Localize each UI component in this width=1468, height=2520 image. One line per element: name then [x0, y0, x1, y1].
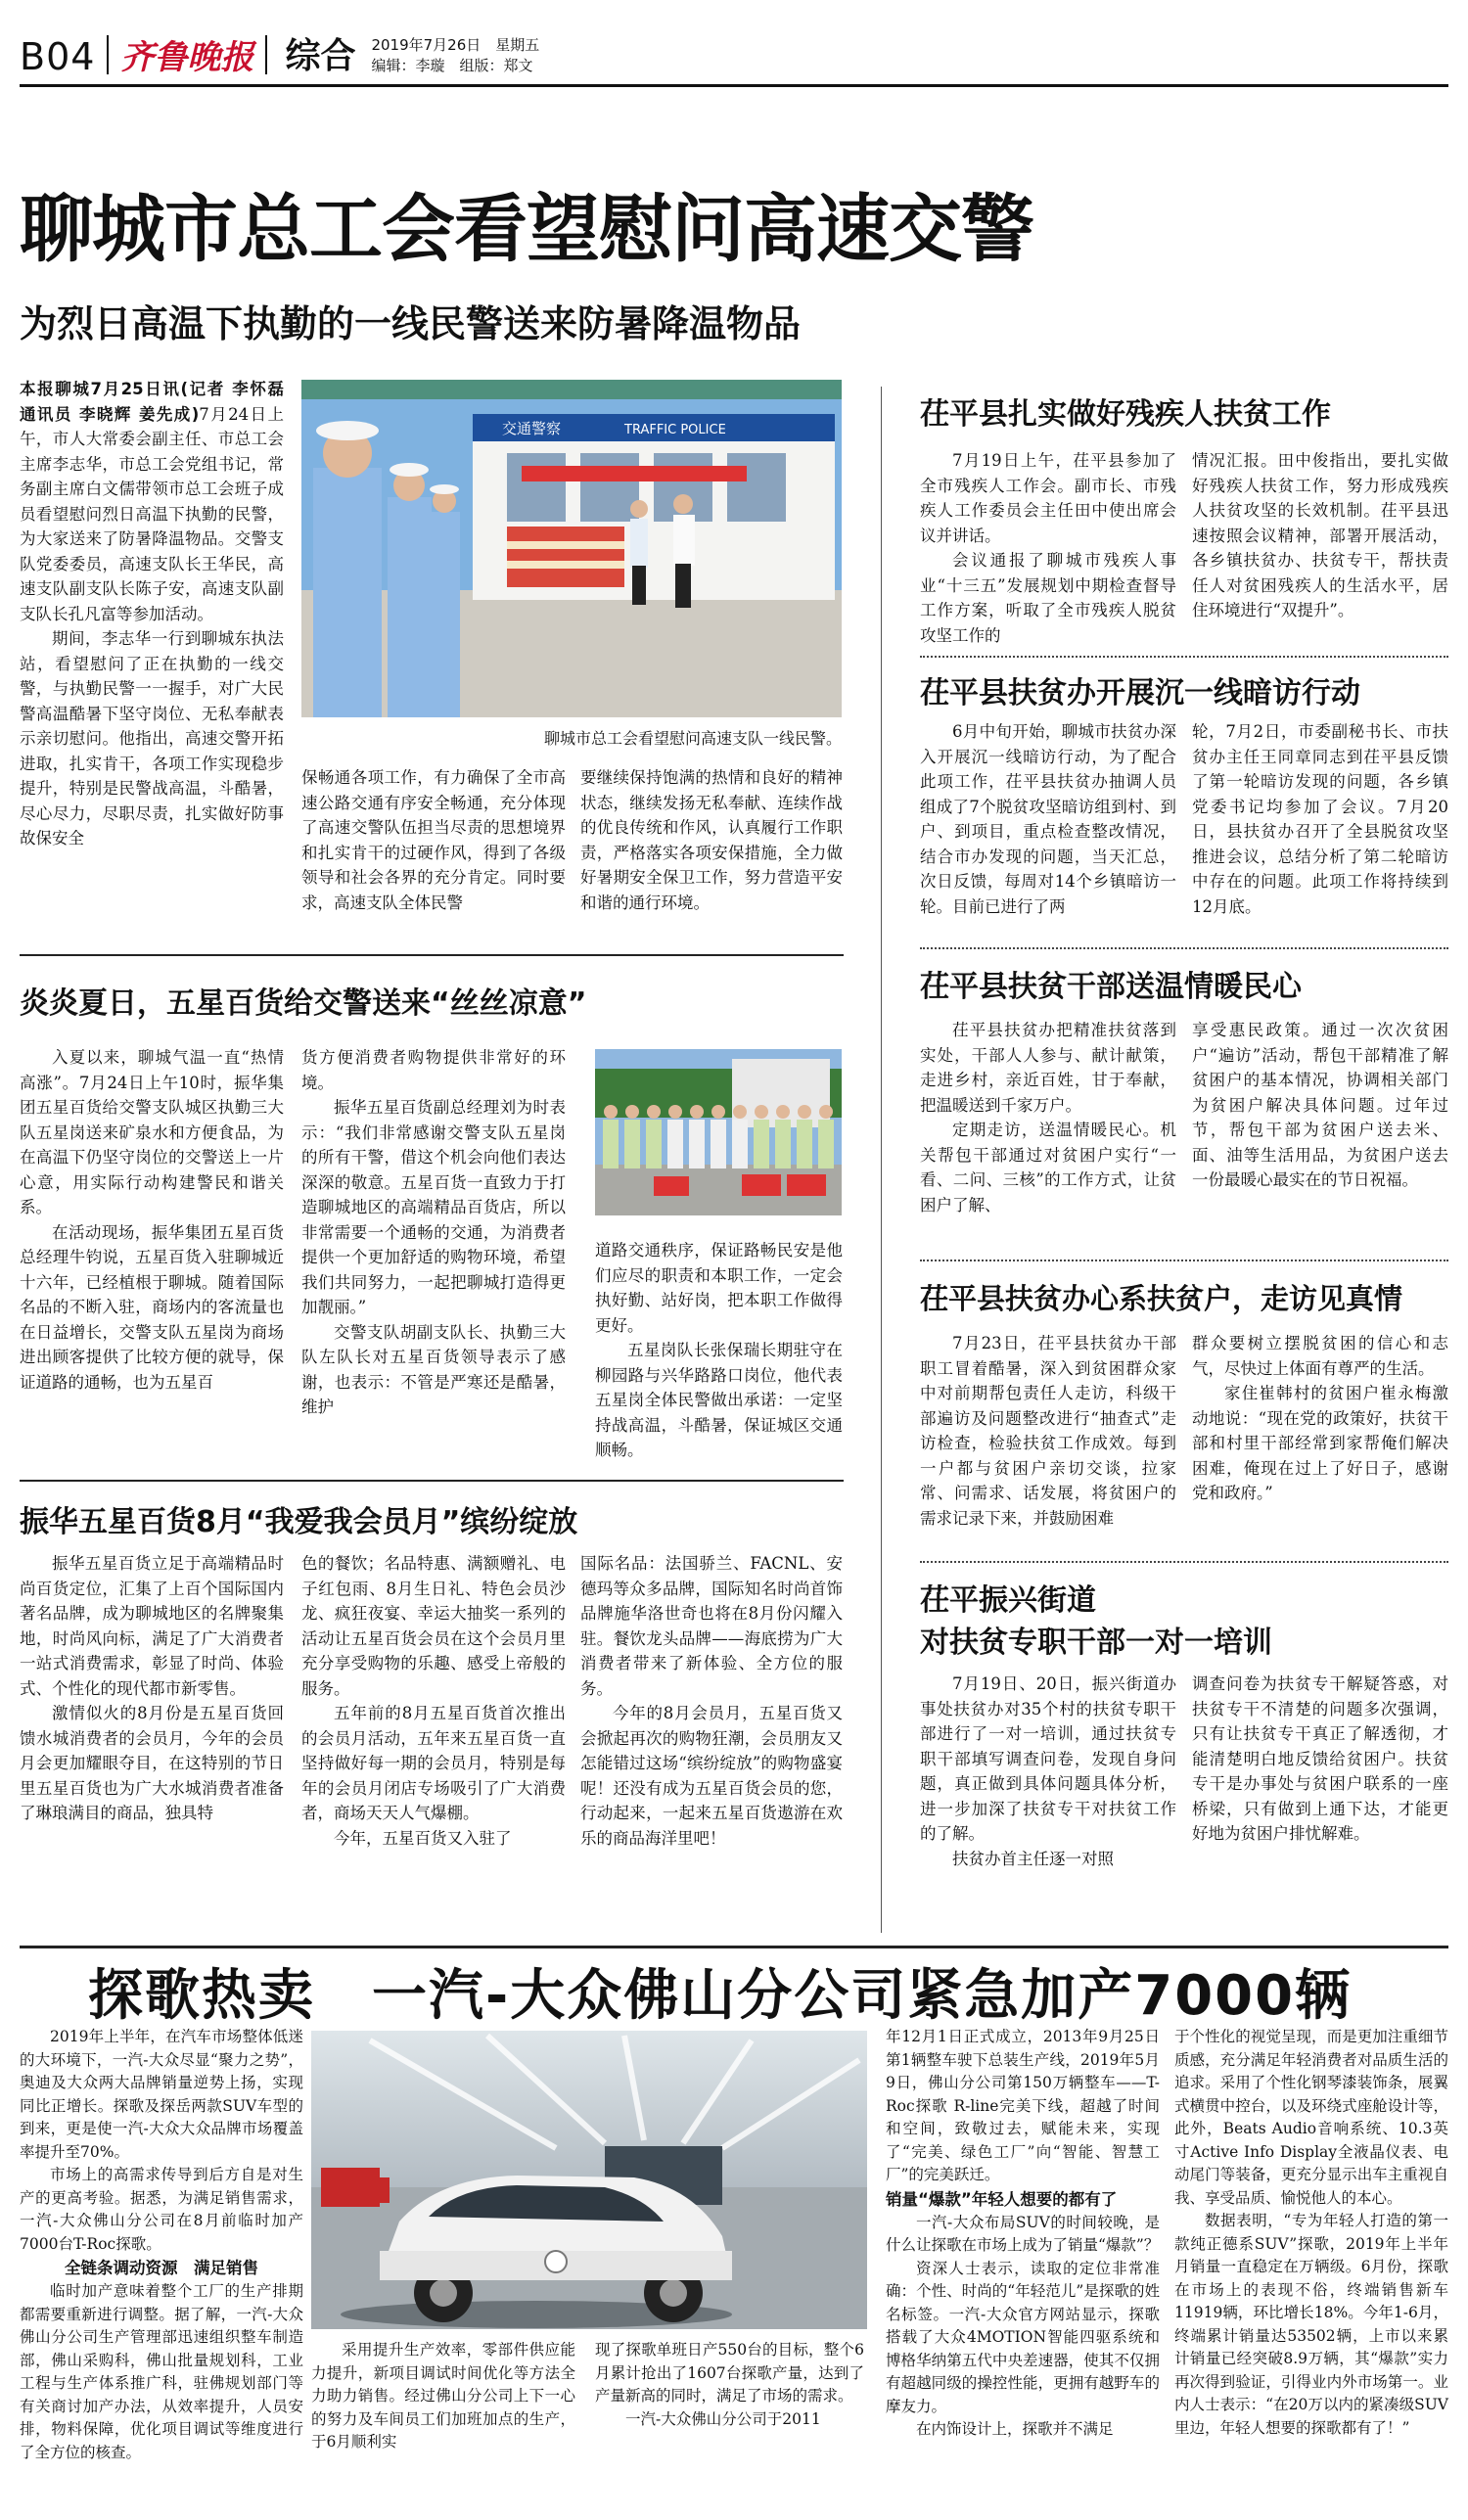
lead-photo	[301, 380, 842, 717]
right3-col2	[1192, 1018, 1448, 1258]
auto-text-4b: 一汽-大众布局SUV的时间较晚，是什么让探歌在市场上成为了销量“爆款”？	[886, 2213, 1160, 2254]
right5-headline-2: 对扶贫专职干部一对一培训	[920, 1626, 1272, 1660]
lead-text-2: 保畅通各项工作，有力确保了全市高速公路交通有序安全畅通，充分体现了高速交警队伍担当尽责的思想境界和扎实肯干的过硬作风，得到了各级领导和社会各界的充分肯定。同时要求，高速支队全体民警	[301, 768, 566, 912]
story3-text-1b: 激情似火的8月份是五星百货回馈水城消费者的会员月，今年的会员月会更加耀眼夺目，在这特别的节日里五星百货也为广大水城消费者准备了琳琅满目的商品，独具特	[20, 1704, 284, 1822]
lead-headline: 聊城市总工会看望慰问高速交警	[20, 186, 1034, 272]
lead-dateline: 本报聊城7月25日讯(记者 李怀磊 通讯员 李晓辉 姜先成)	[20, 380, 300, 424]
masthead	[20, 22, 1448, 78]
auto-subhead-1: 全链条调动资源 满足销售	[65, 2259, 258, 2277]
right2-col1	[920, 719, 1176, 944]
story2-text-2c: 交警支队胡副支队长、执勤三大队左队长对五星百货领导表示了感谢，也表示：不管是严寒还是酷暑，维护	[301, 1322, 566, 1416]
story3-headline: 振华五星百货8月“我爱我会员月”缤纷绽放	[20, 1505, 578, 1539]
divider	[920, 947, 1448, 949]
auto-text-4c: 资深人士表示，读取的定位非常准确：个性、时尚的“年轻范儿”是探歌的姓名标签。一汽-大众官方网站显示，探歌搭载了大众4MOTION智能四驱系统和博格华纳第五代中央差速器，使其不仅拥有超越同级的操控性能，更拥有越野车的摩友力。	[886, 2259, 1160, 2415]
story3-col2	[301, 1551, 566, 1943]
story2-text-2: 货方便消费者购物提供非常好的环境。	[301, 1048, 566, 1092]
right1-text-1b: 会议通报了聊城市残疾人事业“十三五”发展规划中期检查督导工作方案，听取了全市残疾人脱贫攻坚工作的	[920, 551, 1176, 645]
right5-headline-1: 茌平振兴街道	[920, 1583, 1096, 1618]
story2-col1	[20, 1045, 284, 1476]
right3-text-2: 享受惠民政策。通过一次次贫困户“遍访”活动，帮包干部精准了解贫困户的基本情况，协调相关部门为贫困户解决具体问题。过年过节，帮包干部为贫困户送去米、面、油等生活用品，为贫困户送去一份最暖心最实在的节日祝福。	[1192, 1021, 1448, 1189]
divider	[20, 1480, 844, 1482]
story3-col3	[580, 1551, 843, 1943]
story2-text-3: 道路交通秩序，保证路畅民安是他们应尽的职责和本职工作，一定会执好勤、站好岗，把本职工作做得更好。	[595, 1241, 843, 1335]
right5-col2	[1192, 1672, 1448, 1936]
auto-text-5b: 数据表明，“专为年轻人打造的第一款纯正德系SUV”探歌，2019年上半年月销量一直稳定在万辆级。6月份，探歌在市场上的表现不俗，终端销售新车11919辆，环比增长18%。今年1-6月，终端累计销量达53502辆，上市以来累计销量已经突破8.9万辆，其“爆款”实力再次得到验证，引得业内外市场第一。业内人士表示：“在20万以内的紧凑级SUV里边，年轻人想要的探歌都有了！”	[1174, 2212, 1448, 2437]
divider	[920, 1260, 1448, 1261]
right5-text-2: 调查问卷为扶贫专干解疑答惑，对扶贫专干不清楚的问题多次强调，只有让扶贫专干真正了解透彻，才能清楚明白地反馈给贫困户。扶贫专干是办事处与贫困户联系的一座桥梁，只有做到上通下达，才能更好地为贫困户排忧解难。	[1192, 1674, 1448, 1843]
story3-text-3: 国际名品：法国骄兰、FACNL、安德玛等众多品牌，国际知名时尚首饰品牌施华洛世奇也将在8月份闪耀入驻。餐饮龙头品牌——海底捞为广大消费者带来了新体验、全方位的服务。	[580, 1554, 843, 1698]
right1-col2	[1192, 448, 1448, 654]
story3-text-3b: 今年的8月会员月，五星百货又会掀起再次的购物狂潮，会员朋友又怎能错过这场“缤纷绽放”的购物盛宴呢！还没有成为五星百货会员的您，行动起来，一起来五星百货遨游在欢乐的商品海洋里吧！	[580, 1704, 843, 1848]
right4-col1	[920, 1331, 1176, 1571]
auto-col2	[311, 2339, 575, 2515]
masthead-divider	[107, 35, 109, 74]
right4-col2	[1192, 1331, 1448, 1571]
story2-headline: 炎炎夏日，五星百货给交警送来“丝丝凉意”	[20, 986, 587, 1021]
photo-sign-en: TRAFFIC POLICE	[624, 423, 726, 437]
auto-col5	[1174, 2026, 1448, 2515]
divider	[20, 954, 844, 956]
right4-text-1: 7月23日，茌平县扶贫办干部职工冒着酷暑，深入到贫困群众家中对前期帮包责任人走访，科级干部遍访及问题整改进行“抽查式”走访检查，检验扶贫工作成效。每到一户都与贫困户亲切交谈，拉家常、问需求、话发展，将贫困户的需求记录下来，并鼓励困难	[920, 1334, 1176, 1528]
auto-col1	[20, 2026, 303, 2515]
story2-photo	[595, 1049, 842, 1215]
auto-text-4: 年12月1日正式成立，2013年9月25日第1辆整车驶下总装生产线，2019年5月9日，佛山分公司第150万辆整车——T-Roc探歌 R-line完美下线，超越了时间和空间，致敬过去，赋能未来，实现了“完美、绿色工厂”向“智能、智慧工厂”的完美跃迁。	[886, 2028, 1160, 2183]
right4-headline: 茌平县扶贫办心系扶贫户，走访见真情	[920, 1282, 1403, 1315]
right5-text-1b: 扶贫办首主任逐一对照	[952, 1849, 1114, 1868]
story2-text-2b: 振华五星百货副总经理刘为时表示：“我们非常感谢交警支队五星岗的所有干警，借这个机会向他们表达深深的敬意。五星百货一直致力于打造聊城地区的高端精品百货店，所以非常需要一个通畅的交通，为消费者提供一个更加舒适的购物环境，希望我们共同努力，一起把聊城打造得更加靓丽。”	[301, 1098, 566, 1316]
auto-text-1b: 市场上的高需求传导到后方自是对生产的更高考验。据悉，为满足销售需求，一汽-大众佛山分公司在8月前临时加产7000台T-Roc探歌。	[20, 2166, 303, 2253]
auto-text-3: 现了探歌单班日产550台的目标，整个6月累计抢出了1607台探歌产量，达到了产量新高的同时，满足了市场的需求。	[595, 2341, 864, 2405]
story2-text-1b: 在活动现场，振华集团五星百货总经理牛钧说，五星百货入驻聊城近十六年，已经植根于聊城。随着国际名品的不断入驻，商场内的客流量也在日益增长，交警支队五星岗为商场进出顾客提供了比较方便的就导，保证道路的通畅，也为五星百	[20, 1222, 284, 1392]
right5-text-1: 7月19日、20日，振兴街道办事处扶贫办对35个村的扶贫专职干部进行了一对一培训，通过扶贫专职干部填写调查问卷，发现自身问题，真正做到具体问题具体分析，进一步加深了扶贫专干对扶贫工作的了解。	[920, 1674, 1176, 1843]
issue-date: 2019年7月26日 星期五	[371, 36, 540, 54]
auto-col3	[595, 2339, 864, 2515]
auto-text-4d: 在内饰设计上，探歌并不满足	[916, 2420, 1114, 2438]
masthead-divider	[265, 35, 267, 74]
auto-text-1c: 临时加产意味着整个工厂的生产排期都需要重新进行调整。据了解，一汽-大众佛山分公司生产管理部迅速组织整车制造部，佛山采购科，佛山批量规划科，工业工程与生产体系推广科，驻佛规划部门等有关商讨加产办法，从效率提升，人员安排，物料保障，优化项目调试等维度进行了全方位的核查。	[20, 2282, 303, 2461]
right2-text-2: 轮，7月2日，市委副秘书长、市扶贫办主任王同章同志到茌平县反馈了第一轮暗访发现的问题，各乡镇党委书记均参加了会议。7月20日，县扶贫办召开了全县脱贫攻坚推进会议，总结分析了第二轮暗访中存在的问题。此项工作将持续到12月底。	[1192, 722, 1448, 916]
auto-col4	[886, 2026, 1160, 2515]
lead-col2	[301, 765, 566, 941]
right1-text-1: 7月19日上午，茌平县参加了全市残疾人工作会。副市长、市残疾人工作委员会主任田中使出席会议并讲话。	[920, 451, 1176, 545]
auto-text-5: 于个性化的视觉呈现，而是更加注重细节质感，充分满足年轻消费者对品质生活的追求。采用了个性化钢琴漆装饰条，展翼式横贯中控台，以及环绕式座舱设计等，此外，Beats Audio音响系统、10.3英寸Active Info Display全液晶仪表、电动尾门等装备，更充分显示出车主重视自我、享受品质、愉悦他人的本心。	[1174, 2028, 1448, 2207]
lead-text-3: 要继续保持饱满的热情和良好的精神状态，继续发扬无私奉献、连续作战的优良传统和作风，认真履行工作职责，严格落实各项安保措施，全力做好暑期安全保卫工作，努力营造平安和谐的通行环境。	[580, 768, 843, 912]
auto-subhead-2: 销量“爆款”年轻人想要的都有了	[886, 2189, 1118, 2209]
lead-text-1b: 期间，李志华一行到聊城东执法站，看望慰问了正在执勤的一线交警，与执勤民警一一握手，对广大民警高温酷暑下坚守岗位、无私奉献表示亲切慰问。他指出，高速交警开拓进取，扎实肯干，各项工作实现稳步提升，特别是民警战高温，斗酷暑，尽心尽力，尽职尽责，扎实做好防事故保安全	[20, 629, 284, 848]
brand-logo: 齐鲁晚报	[120, 38, 254, 77]
right3-col1	[920, 1018, 1176, 1258]
editor-credit: 编辑：李璇 组版：郑文	[371, 57, 533, 74]
masthead-rule	[20, 84, 1448, 87]
right2-text-1: 6月中旬开始，聊城市扶贫办深入开展沉一线暗访行动，为了配合此项工作，茌平县扶贫办抽调人员组成了7个脱贫攻坚暗访组到村、到户、到项目，重点检查整改情况，结合市办发现的问题，当天汇总，次日反馈，每周对14个乡镇暗访一轮。目前已进行了两	[920, 722, 1176, 916]
lead-subhead: 为烈日高温下执勤的一线民警送来防暑降温物品	[20, 302, 802, 345]
masthead-meta	[371, 35, 539, 76]
page-number: B04	[20, 35, 96, 78]
right2-col2	[1192, 719, 1448, 944]
right1-col1	[920, 448, 1176, 654]
lead-text-1: 7月24日上午，市人大常委会副主任、市总工会主席李志华，市总工会党组书记，常务副主席白文儒带领市总工会班子成员看望慰问烈日高温下执勤的民警，为大家送来了防暑降温物品。交警支队党委委员，高速支队长王华民，高速支队副支队长陈子安，高速支队副支队长孔凡富等参加活动。	[20, 404, 284, 623]
auto-text-1: 2019年上半年，在汽车市场整体低迷的大环境下，一汽-大众尽显“聚力之势”，奥迪及大众两大品牌销量逆势上扬，实现同比正增长。探歌及探岳两款SUV车型的到来，更是使一汽-大众大众品牌市场覆盖率提升至70%。	[20, 2028, 303, 2161]
right4-text-2: 群众要树立摆脱贫困的信心和志气，尽快过上体面有尊严的生活。	[1192, 1334, 1448, 1378]
story2-col3	[595, 1238, 843, 1478]
lead-photo-caption: 聊城市总工会看望慰问高速支队一线民警。	[543, 729, 842, 748]
right3-text-1: 茌平县扶贫办把精准扶贫落到实处，干部人人参与、献计献策，走进乡村，亲近百姓，甘于奉献，把温暖送到千家万户。	[920, 1021, 1176, 1115]
auto-headline: 探歌热卖 一汽-大众佛山分公司紧急加产7000辆	[88, 1964, 1353, 2028]
auto-text-3b: 一汽-大众佛山分公司于2011	[625, 2409, 821, 2428]
right5-col1	[920, 1672, 1176, 1936]
right1-text-2: 情况汇报。田中俊指出，要扎实做好残疾人扶贫工作，努力形成残疾人扶贫攻坚的长效机制。茌平县迅速按照会议精神，部署开展活动，各乡镇扶贫办、扶贫专干，帮扶责任人对贫困残疾人的生活水平，居住环境进行“双提升”。	[1192, 451, 1448, 619]
story2-text-1: 入夏以来，聊城气温一直“热情高涨”。7月24日上午10时，振华集团五星百货给交警支队城区执勤三大队五星岗送来矿泉水和方便食品，为在高温下仍坚守岗位的交警送上一片心意，用实际行动构建警民和谐关系。	[20, 1048, 284, 1216]
right2-headline: 茌平县扶贫办开展沉一线暗访行动	[920, 676, 1360, 710]
divider	[20, 1946, 1448, 1948]
story3-text-2c: 今年，五星百货又入驻了	[334, 1828, 512, 1848]
right3-headline: 茌平县扶贫干部送温情暖民心	[920, 970, 1302, 1004]
auto-photo	[311, 2031, 867, 2329]
divider	[920, 656, 1448, 658]
story3-col1	[20, 1551, 284, 1943]
story3-text-2b: 五年前的8月五星百货首次推出的会员月活动，五年来五星百货一直坚持做好每一期的会员月，特别是每年的会员月闭店专场吸引了广大消费者，商场天天人气爆棚。	[301, 1704, 566, 1822]
divider	[920, 1561, 1448, 1563]
lead-col1	[20, 377, 300, 848]
section-name: 综合	[285, 36, 356, 76]
story3-text-2: 色的餐饮；名品特惠、满额赠礼、电子红包雨、8月生日礼、特色会员沙龙、疯狂夜宴、幸运大抽奖一系列的活动让五星百货会员在这个会员月里充分享受购物的乐趣、感受上帝般的服务。	[301, 1554, 566, 1698]
right3-text-1b: 定期走访，送温情暖民心。机关帮包干部通过对贫困户实行“一看、二问、三核”的工作方式，让贫困户了解、	[920, 1121, 1176, 1214]
auto-text-2: 采用提升生产效率，零部件供应能力提升，新项目调试时间优化等方法全力助力销售。经过佛山分公司上下一心的努力及车间员工们加班加点的生产，于6月顺利实	[311, 2341, 575, 2451]
lead-col3	[580, 765, 843, 941]
story2-text-3b: 五星岗队长张保瑞长期驻守在柳园路与兴华路路口岗位，他代表五星岗全体民警做出承诺：一定坚持战高温，斗酷暑，保证城区交通顺畅。	[595, 1341, 843, 1459]
column-separator	[881, 387, 882, 1933]
photo-sign-cn: 交通警察	[502, 420, 562, 437]
story3-text-1: 振华五星百货立足于高端精品时尚百货定位，汇集了上百个国际国内著名品牌，成为聊城地区的名牌聚集地，时尚风向标，满足了广大消费者一站式消费需求，彰显了时尚、体验式、个性化的现代都市新零售。	[20, 1554, 284, 1698]
story2-col2	[301, 1045, 566, 1476]
right4-text-2b: 家住崔韩村的贫困户崔永梅激动地说：“现在党的政策好，扶贫干部和村里干部经常到家帮俺们解决困难，俺现在过上了好日子，感谢党和政府。”	[1192, 1384, 1448, 1502]
right1-headline: 茌平县扎实做好残疾人扶贫工作	[920, 397, 1331, 432]
